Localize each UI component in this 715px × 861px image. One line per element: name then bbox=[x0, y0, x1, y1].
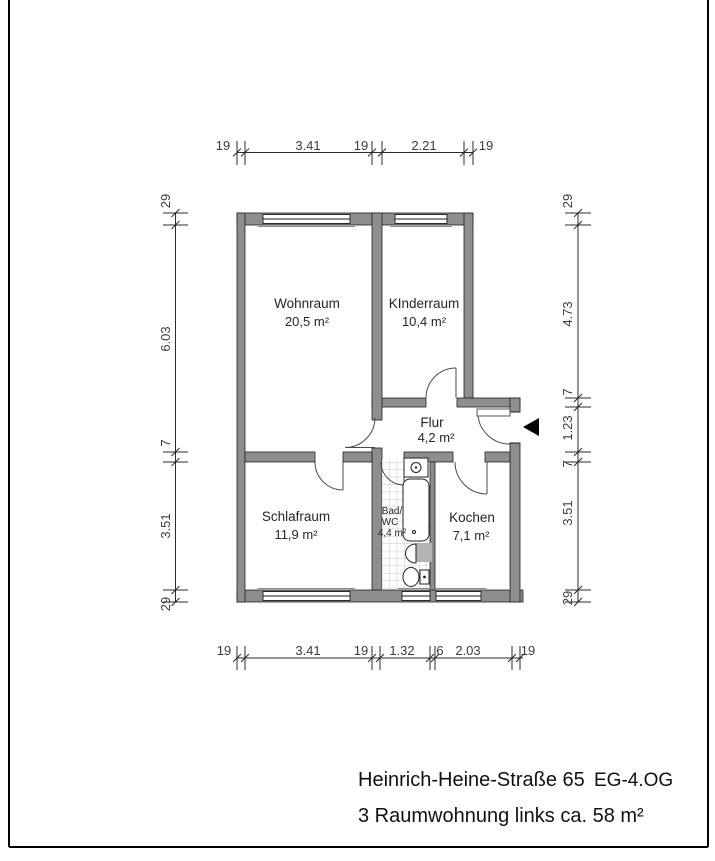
door-wohnraum bbox=[345, 418, 375, 448]
wall-exterior-left bbox=[237, 213, 245, 602]
wall-kochen-top bbox=[485, 452, 510, 462]
title-street: Heinrich-Heine-Straße 65 bbox=[358, 769, 585, 791]
dim-right-2: 7 bbox=[560, 388, 575, 396]
dim-bottom-5: 2.03 bbox=[455, 643, 481, 658]
bathtub-icon bbox=[403, 479, 429, 541]
room-label-schlafraum: Schlafraum bbox=[261, 509, 331, 524]
wall-bad-kochen bbox=[430, 462, 435, 590]
dim-right-4: 7 bbox=[560, 460, 575, 468]
room-label-kinderraum: KInderraum bbox=[388, 296, 460, 311]
dim-top-3: 2.21 bbox=[411, 138, 437, 153]
dim-left-1: 6.03 bbox=[158, 326, 173, 352]
room-label-bad: Bad/ bbox=[381, 506, 403, 517]
washing-machine-icon bbox=[404, 458, 428, 477]
toilet-icon bbox=[403, 568, 429, 587]
dim-left-4: 29 bbox=[158, 596, 173, 612]
dim-top-1: 3.41 bbox=[295, 138, 321, 153]
duct-box bbox=[416, 543, 432, 562]
wall-entrance-corner bbox=[510, 398, 520, 412]
room-label-kochen: Kochen bbox=[449, 510, 495, 525]
wall-middle-lower bbox=[372, 448, 382, 590]
room-area-schlafraum: 11,9 m² bbox=[274, 527, 318, 542]
dim-right-3: 1.23 bbox=[560, 415, 575, 441]
dim-top-2: 19 bbox=[353, 138, 369, 153]
door-entrance bbox=[477, 409, 521, 444]
wall-exterior-right-upper bbox=[464, 213, 473, 398]
dim-bottom-2: 19 bbox=[353, 643, 369, 658]
dim-bottom-1: 3.41 bbox=[295, 643, 321, 658]
door-kinderraum bbox=[426, 368, 456, 398]
dimension-line-left bbox=[163, 209, 188, 606]
wall-exterior-right-lower bbox=[510, 443, 520, 602]
dim-top-4: 19 bbox=[478, 138, 494, 153]
entrance-arrow-icon bbox=[523, 418, 539, 436]
dim-bottom-0: 19 bbox=[216, 643, 232, 658]
room-area-flur: 4,2 m² bbox=[417, 430, 455, 445]
dim-left-2: 7 bbox=[158, 439, 173, 447]
title-apartment: 3 Raumwohnung links ca. 58 m² bbox=[358, 805, 644, 827]
dim-left-0: 29 bbox=[158, 193, 173, 209]
dim-right-1: 4.73 bbox=[560, 301, 575, 327]
title-floor: EG-4.OG bbox=[594, 770, 674, 791]
dim-bottom-6: 19 bbox=[520, 643, 536, 658]
title-block bbox=[358, 769, 673, 827]
dim-right-0: 29 bbox=[560, 193, 575, 209]
room-label-wohnraum: Wohnraum bbox=[274, 296, 340, 311]
room-label-flur: Flur bbox=[420, 415, 444, 430]
door-schlafraum bbox=[315, 462, 343, 490]
walls bbox=[237, 213, 523, 602]
wall-schlafraum-top-right bbox=[343, 452, 372, 462]
room-area-kochen: 7,1 m² bbox=[452, 528, 490, 543]
wall-middle-upper bbox=[372, 213, 382, 420]
wall-schlafraum-top-left bbox=[245, 452, 315, 462]
room-area-kinderraum: 10,4 m² bbox=[401, 314, 447, 329]
dim-right-6: 29 bbox=[560, 590, 575, 606]
dim-left-3: 3.51 bbox=[158, 513, 173, 539]
dimension-line-right bbox=[565, 209, 591, 606]
room-label-wc: WC bbox=[381, 517, 399, 528]
door-kochen bbox=[455, 462, 487, 494]
room-area-wohnraum: 20,5 m² bbox=[284, 314, 330, 329]
dim-right-5: 3.51 bbox=[560, 500, 575, 526]
dim-bottom-4: 6 bbox=[436, 643, 444, 658]
dim-top-0: 19 bbox=[215, 138, 231, 153]
page-border bbox=[9, 0, 708, 847]
dim-bottom-3: 1.32 bbox=[389, 643, 415, 658]
room-area-bad: 4,4 m² bbox=[377, 528, 407, 539]
